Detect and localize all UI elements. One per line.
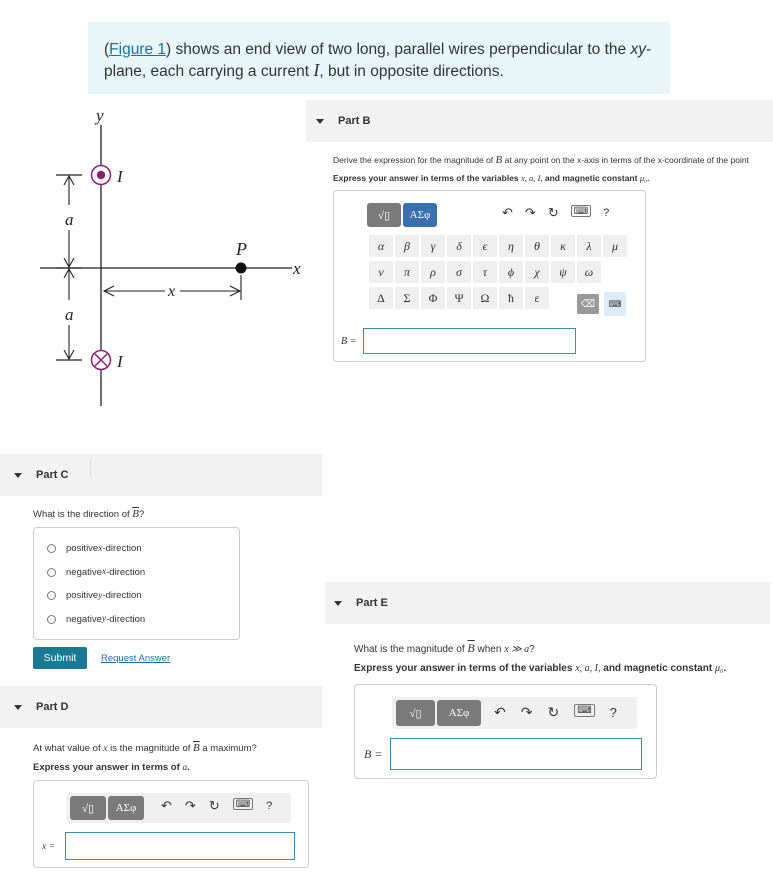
greek-symbol-button[interactable]: δ — [447, 235, 471, 257]
greek-symbol-button[interactable]: ψ — [551, 261, 575, 283]
wire-figure — [30, 100, 310, 410]
part-c-title: Part C — [36, 469, 69, 481]
part-d-answer-box — [33, 780, 309, 868]
part-b-instruction: Express your answer in terms of the variables x, a, I, and magnetic constant μ₀. — [333, 173, 650, 183]
keyboard-icon[interactable]: ⌨ — [571, 205, 591, 217]
greek-symbol-button[interactable]: ϵ — [473, 235, 497, 257]
part-b-header[interactable] — [306, 100, 773, 142]
greek-symbol-button[interactable]: σ — [447, 261, 471, 283]
intro-paren: ( — [104, 41, 110, 58]
part-c-header[interactable] — [0, 454, 322, 496]
greek-symbol-button[interactable]: ħ — [499, 287, 523, 309]
request-answer-link[interactable]: Request Answer — [101, 653, 171, 664]
greek-symbol-button[interactable]: α — [369, 235, 393, 257]
vector-b: $\overline{B}$ — [495, 154, 503, 166]
help-icon[interactable]: ? — [266, 800, 273, 812]
greek-symbol-button[interactable]: λ — [577, 235, 601, 257]
redo-icon[interactable]: ↷ — [184, 798, 196, 813]
greek-symbol-button[interactable]: η — [499, 235, 523, 257]
dim-a-bottom-label: a — [65, 305, 74, 324]
dim-a-top-label: a — [65, 210, 74, 229]
greek-symbol-button[interactable]: Σ — [395, 287, 419, 309]
greek-symbol-button[interactable]: ε — [525, 287, 549, 309]
option-negative-x[interactable]: negative x -direction — [47, 561, 239, 585]
point-p-label: P — [236, 239, 247, 259]
part-d-answer-label: x = — [42, 842, 56, 852]
vector-b: $\overline{B}$ — [193, 742, 200, 754]
option-negative-y[interactable]: negative y -direction — [47, 608, 239, 632]
dot-out-icon — [97, 171, 105, 179]
radio-button[interactable] — [47, 591, 56, 600]
greek-symbol-button[interactable]: Δ — [369, 287, 393, 309]
templates-button[interactable]: √▯ — [70, 796, 106, 820]
help-icon[interactable]: ? — [603, 207, 610, 219]
radio-button[interactable] — [47, 544, 56, 553]
greek-symbol-button[interactable]: Φ — [421, 287, 445, 309]
greek-symbol-button[interactable]: ω — [577, 261, 601, 283]
templates-button[interactable]: √▯ — [396, 700, 435, 726]
part-c-question: What is the direction of $\overline{B}$? — [33, 508, 145, 520]
keyboard-icon[interactable]: ⌨ — [574, 704, 594, 717]
part-e-answer-input[interactable] — [390, 738, 642, 770]
greek-symbol-button[interactable]: τ — [473, 261, 497, 283]
intro-banner — [88, 22, 670, 94]
greek-symbol-button[interactable]: χ — [525, 261, 549, 283]
part-e-answer-box — [354, 684, 657, 779]
part-d-title: Part D — [36, 701, 69, 713]
part-d-answer-input[interactable] — [65, 832, 295, 860]
greek-symbol-button[interactable]: ρ — [421, 261, 445, 283]
wire-top-current-label: I — [117, 167, 123, 186]
symbols-button[interactable]: ΑΣφ — [403, 203, 437, 227]
greek-symbol-button[interactable]: ϕ — [499, 261, 523, 283]
collapse-triangle-icon — [316, 119, 324, 124]
greek-symbol-button[interactable]: γ — [421, 235, 445, 257]
part-b-title: Part B — [338, 115, 371, 127]
part-c-options-box — [33, 527, 240, 640]
collapse-triangle-icon — [334, 601, 342, 606]
part-e-question: What is the magnitude of $\overline{B}$ when x ≫ a? — [354, 641, 535, 655]
intro-text-1: ) shows an end view of two long, parallel wires perpendicular to the — [166, 41, 631, 58]
vector-b: $\overline{B}$ — [467, 641, 475, 655]
part-b-question: Derive the expression for the magnitude of $\overline{B}$ at any point on the x-axis in terms of the x-coordinate of the point — [333, 154, 749, 166]
collapse-triangle-icon — [14, 473, 22, 478]
vector-b: $\overline{B}$ — [132, 508, 140, 520]
help-icon[interactable]: ? — [609, 705, 617, 720]
point-p-icon — [236, 263, 247, 274]
undo-icon[interactable]: ↶ — [161, 798, 172, 813]
intro-text-3: , but in opposite directions. — [319, 63, 504, 80]
part-d-header[interactable] — [0, 686, 322, 728]
part-e-instruction: Express your answer in terms of the variables x, a, I, and magnetic constant μ₀. — [354, 663, 727, 674]
part-d-instruction: Express your answer in terms of a. — [33, 762, 190, 773]
part-b-answer-label: B = — [341, 336, 357, 347]
option-positive-y[interactable]: positive y -direction — [47, 584, 239, 608]
reset-icon[interactable]: ↻ — [547, 704, 560, 720]
intro-xy: xy — [630, 41, 646, 58]
greek-symbol-button[interactable]: β — [395, 235, 419, 257]
part-b-answer-box — [333, 190, 646, 362]
greek-symbol-button[interactable]: Ψ — [447, 287, 471, 309]
submit-button[interactable]: Submit — [33, 647, 87, 669]
undo-icon[interactable]: ↶ — [494, 704, 506, 720]
templates-button[interactable]: √▯ — [367, 203, 401, 227]
collapse-triangle-icon — [14, 705, 22, 710]
redo-icon[interactable]: ↷ — [524, 205, 536, 220]
dim-x-label: x — [168, 283, 176, 300]
greek-symbol-button[interactable]: θ — [525, 235, 549, 257]
part-e-header[interactable] — [325, 582, 770, 624]
symbols-button[interactable]: ΑΣφ — [437, 700, 481, 726]
radio-button[interactable] — [47, 568, 56, 577]
part-e-answer-label: B = — [364, 747, 383, 761]
header-divider — [90, 459, 91, 477]
intro-text-2: -plane, each carrying a current — [104, 41, 652, 80]
greek-symbol-button[interactable]: π — [395, 261, 419, 283]
greek-symbol-button[interactable]: μ — [603, 235, 627, 257]
reset-icon[interactable]: ↻ — [208, 798, 220, 813]
keyboard-icon[interactable]: ⌨ — [233, 798, 253, 810]
symbols-button[interactable]: ΑΣφ — [108, 796, 144, 820]
reset-icon[interactable]: ↻ — [547, 205, 559, 220]
part-e-title: Part E — [356, 597, 388, 609]
redo-icon[interactable]: ↷ — [520, 704, 533, 720]
greek-symbol-button[interactable]: ν — [369, 261, 393, 283]
x-axis-label: x — [293, 259, 301, 278]
undo-icon[interactable]: ↶ — [502, 205, 513, 220]
wire-bottom-current-label: I — [117, 352, 123, 371]
greek-symbol-button[interactable]: κ — [551, 235, 575, 257]
part-d-question: At what value of x is the magnitude of $\overline{B}$ a maximum? — [33, 742, 257, 754]
figure-1-link[interactable]: Figure 1 — [109, 41, 167, 58]
part-b-answer-input[interactable] — [363, 328, 576, 354]
keyboard-toggle-icon[interactable]: ⌨ — [604, 292, 626, 316]
radio-button[interactable] — [47, 615, 56, 624]
y-axis-label: y — [96, 106, 104, 125]
intro-current-symbol: I — [313, 60, 320, 80]
backspace-icon[interactable]: ⌫ — [577, 294, 599, 314]
greek-symbol-button[interactable]: Ω — [473, 287, 497, 309]
option-positive-x[interactable]: positive x -direction — [47, 537, 239, 561]
